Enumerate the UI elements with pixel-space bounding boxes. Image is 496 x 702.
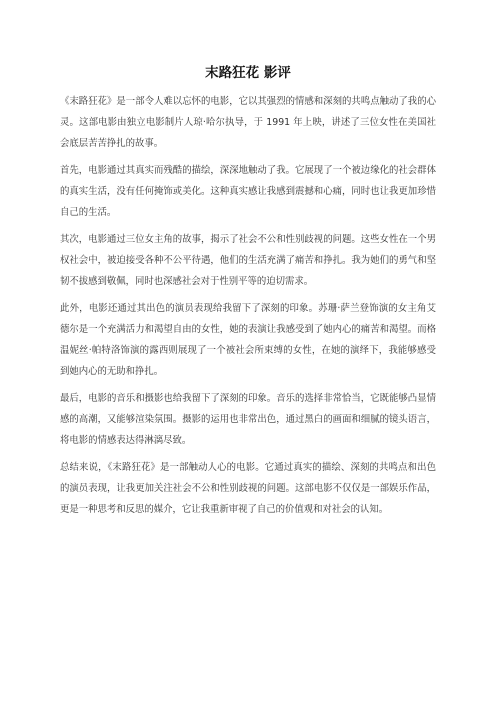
paragraph-conclusion: 总结来说，《末路狂花》是一部触动人心的电影。它通过真实的描绘、深刻的共鸣点和出色的演员表现，让我更加关注社会不公和性别歧视的问题。这部电影不仅仅是一部娱乐作品，更是一种思考和反思的媒介，它让我重新审视了自己的价值观和对社会的认知。 xyxy=(60,462,436,515)
paragraph-actors: 此外，电影还通过其出色的演员表现给我留下了深刻的印象。苏珊·萨兰登饰演的女主角艾德尔是一个充满活力和渴望自由的女性，她的表演让我感受到了她内心的痛苦和渴望。而格温妮丝·帕特洛饰演的露西则展现了一个被社会所束缚的女性，在她的演绎下，我能够感受到她内心的无助和挣扎。 xyxy=(60,303,436,377)
paragraph-second-point: 其次，电影通过三位女主角的故事，揭示了社会不公和性别歧视的问题。这些女性在一个男权社会中，被迫接受各种不公平待遇，他们的生活充满了痛苦和挣扎。我为她们的勇气和坚韧不拔感到敬佩，同时也深感社会对于性别平等的迫切需求。 xyxy=(60,234,436,287)
paragraph-intro: 《末路狂花》是一部令人难以忘怀的电影，它以其强烈的情感和深刻的共鸣点触动了我的心灵。这部电影由独立电影制片人琼·哈尔执导，于 1991 年上映，讲述了三位女性在美国社会底层苦苦挣扎的故事。 xyxy=(60,96,436,149)
paragraph-first-point: 首先，电影通过其真实而残酷的描绘，深深地触动了我。它展现了一个被边缘化的社会群体的真实生活，没有任何掩饰或美化。这种真实感让我感到震撼和心痛，同时也让我更加珍惜自己的生活。 xyxy=(60,165,436,218)
paragraph-music-photography: 最后，电影的音乐和摄影也给我留下了深刻的印象。音乐的选择非常恰当，它既能够凸显情感的高潮，又能够渲染氛围。摄影的运用也非常出色，通过黑白的画面和细腻的镜头语言，将电影的情感表达得淋漓尽致。 xyxy=(60,393,436,446)
document-title: 末路狂花 影评 xyxy=(205,65,291,81)
